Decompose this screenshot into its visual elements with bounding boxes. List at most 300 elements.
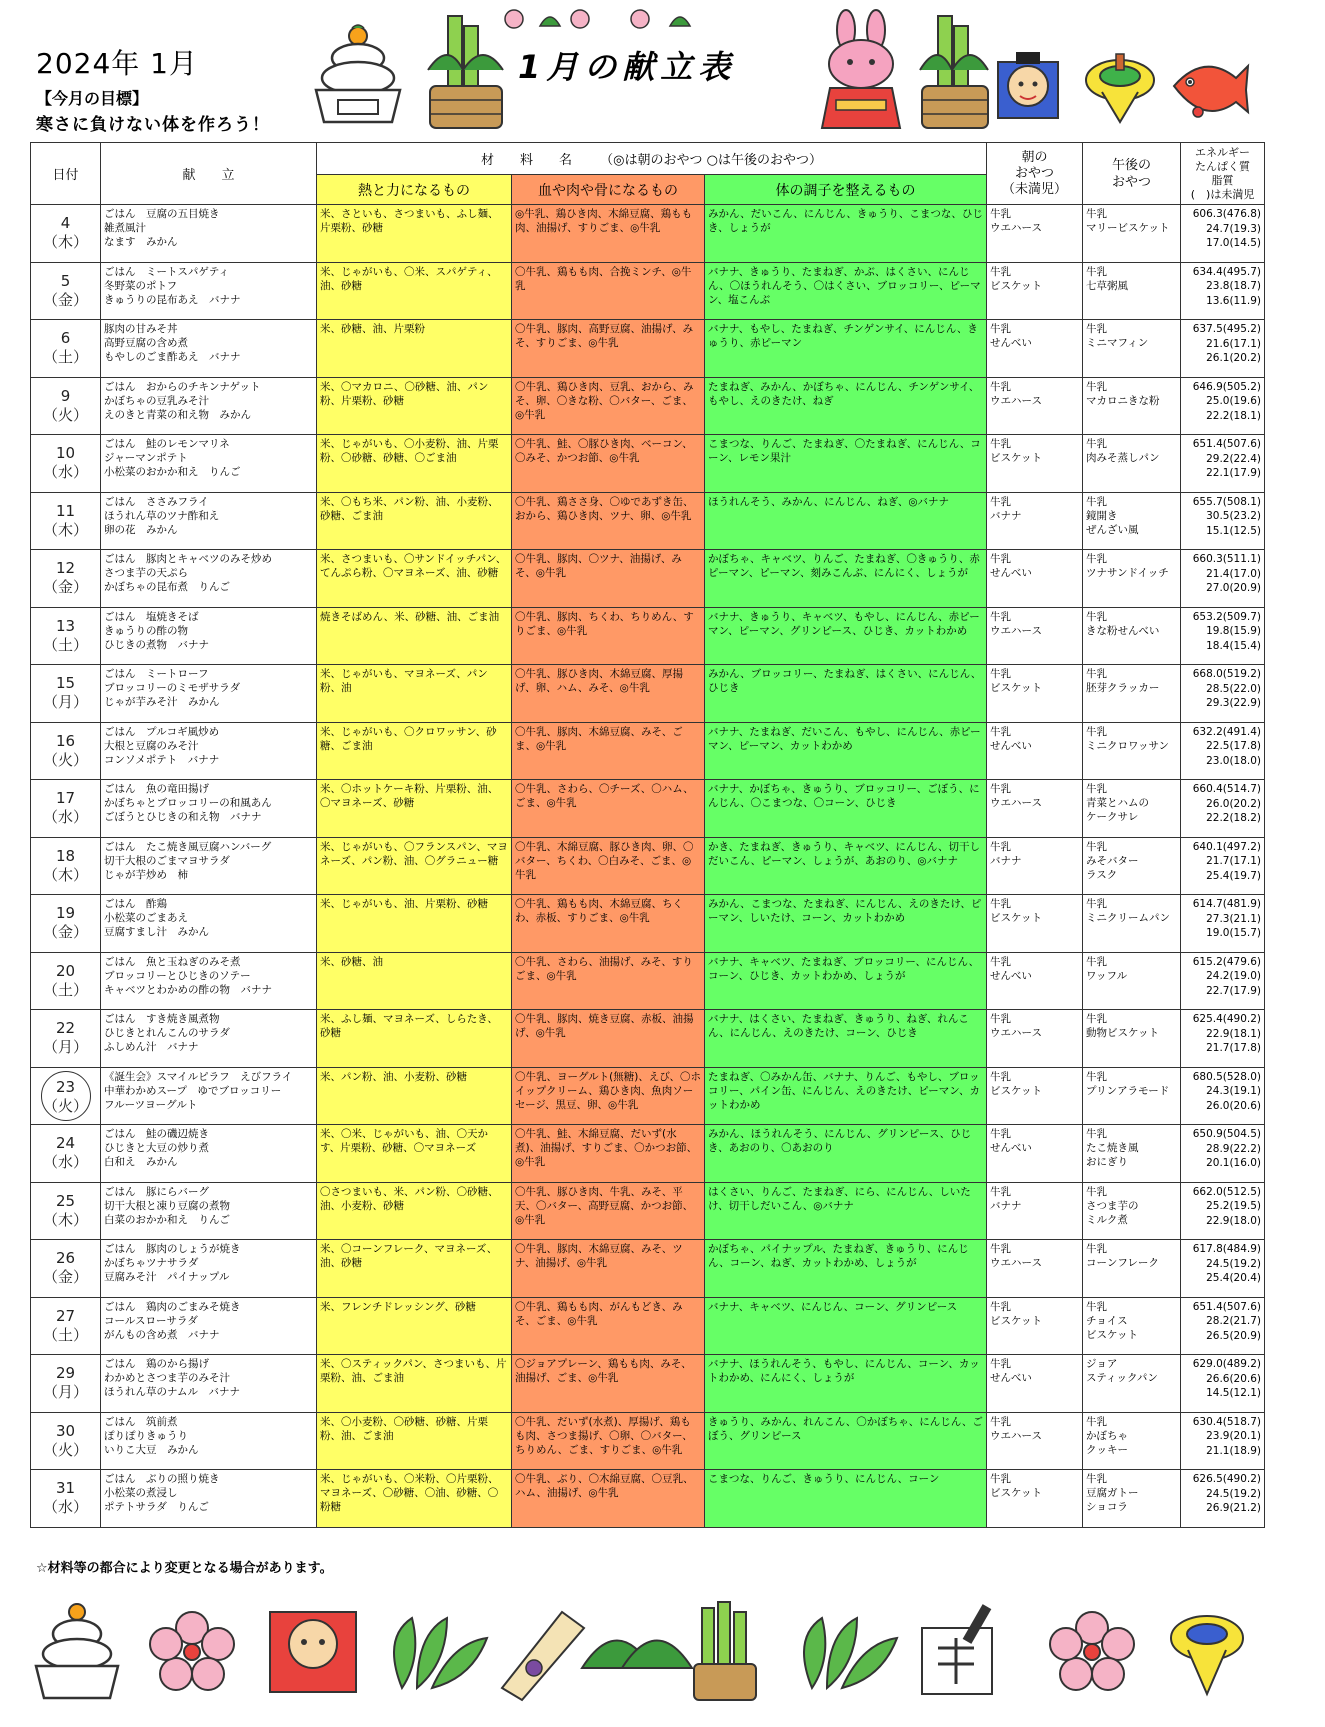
row-am-snack <box>987 1470 1083 1528</box>
row-menu <box>101 205 317 263</box>
day-of-week: （土） <box>42 1325 88 1344</box>
snack-item: 牛乳 <box>990 1300 1012 1313</box>
menu-row <box>31 377 1265 435</box>
row-am-snack <box>987 665 1083 723</box>
ingredients-note: （◎は朝のおやつ ○は午後のおやつ） <box>600 153 822 168</box>
row-date <box>31 837 101 895</box>
day-of-week: （水） <box>42 808 88 827</box>
day-number: 22 <box>55 1019 76 1038</box>
menu-row <box>31 665 1265 723</box>
row-pm-snack <box>1083 262 1181 320</box>
row-body-building-foods: 〇牛乳、ぶり、〇木綿豆腐、〇豆乳、ハム、油揚げ、◎牛乳 <box>512 1470 705 1528</box>
day-number: 24 <box>55 1134 76 1153</box>
snack-item: 牛乳 <box>1086 725 1108 738</box>
snack-item: せんべい <box>990 739 1032 752</box>
day-number: 19 <box>55 904 76 923</box>
row-nutrition <box>1181 1240 1265 1298</box>
row-regulating-foods: バナナ、きゅうり、キャベツ、もやし、にんじん、赤ピーマン、ピーマン、グリンピース、ひじき、カットわかめ <box>705 607 987 665</box>
protein-value: 21.7(17.1) <box>1206 855 1262 867</box>
footer-kakizome-icon <box>922 1604 992 1694</box>
snack-item: ビスケット <box>990 1314 1043 1327</box>
day-number: 5 <box>60 271 71 290</box>
protein-value: 23.9(20.1) <box>1206 1430 1262 1442</box>
menu-row <box>31 837 1265 895</box>
snack-item: 牛乳 <box>1086 553 1108 565</box>
row-am-snack <box>987 550 1083 608</box>
energy-value: 680.5(528.0) <box>1192 1070 1262 1083</box>
date-text <box>43 1422 88 1459</box>
row-pm-snack <box>1083 1010 1181 1068</box>
snack-item: 牛乳 <box>990 553 1012 565</box>
menu-dish: ごはん 魚の竜田揚げ <box>104 783 209 795</box>
day-of-week: （水） <box>42 1153 88 1172</box>
menu-dish: ごはん 酢鶏 <box>104 898 167 910</box>
snack-item: 牛乳 <box>990 840 1012 853</box>
protein-value: 21.4(17.0) <box>1206 567 1262 580</box>
row-body-building-foods: 〇牛乳、鮭、〇豚ひき肉、ベーコン、〇みそ、かつお節、◎牛乳 <box>512 435 705 493</box>
row-energy-foods: 米、〇ホットケーキ粉、片栗粉、油、〇マヨネーズ、砂糖 <box>317 780 512 838</box>
date-text <box>43 444 88 481</box>
footer-spinning-top-icon <box>1171 1616 1243 1694</box>
row-nutrition <box>1181 320 1265 378</box>
menu-dish: 小松菜のおかか和え りんご <box>104 466 241 478</box>
snack-item: 七草粥風 <box>1086 279 1129 292</box>
protein-value: 28.2(21.7) <box>1206 1315 1262 1327</box>
header-energy: エネルギー たんぱく質 脂質 ( )は未満児 <box>1181 143 1265 205</box>
snack-item: 牛乳 <box>1086 265 1108 278</box>
menu-dish: 中華わかめスープ ゆでブロッコリー <box>104 1084 282 1097</box>
row-body-building-foods: 〇牛乳、豚肉、木綿豆腐、みそ、ごま、◎牛乳 <box>512 722 705 780</box>
row-am-snack <box>987 607 1083 665</box>
row-date <box>31 262 101 320</box>
row-regulating-foods: みかん、ほうれんそう、にんじん、グリンピース、ひじき、あおのり、〇あおのり <box>705 1125 987 1183</box>
snack-item: 鏡開き <box>1086 509 1118 522</box>
menu-dish: きゅうりの酢の物 <box>104 624 188 637</box>
row-nutrition <box>1181 607 1265 665</box>
row-body-building-foods: 〇牛乳、豚肉、ちくわ、ちりめん、すりごま、◎牛乳 <box>512 607 705 665</box>
date-text <box>43 789 88 826</box>
menu-row <box>31 952 1265 1010</box>
day-of-week: （金） <box>42 923 88 942</box>
day-of-week: （水） <box>42 1498 88 1517</box>
day-of-week: （金） <box>42 1268 88 1287</box>
row-energy-foods: 米、じゃがいも、〇クロワッサン、砂糖、ごま油 <box>317 722 512 780</box>
row-energy-foods: 米、ふし麺、マヨネーズ、しらたき、砂糖 <box>317 1010 512 1068</box>
fat-value: 13.6(11.9) <box>1206 294 1262 307</box>
row-am-snack <box>987 895 1083 953</box>
bunny-kimono-icon <box>808 8 918 134</box>
menu-dish: 卵の花 みかん <box>104 523 178 536</box>
fat-value: 21.1(18.9) <box>1206 1444 1262 1457</box>
row-pm-snack <box>1083 1297 1181 1355</box>
header-menu: 献 立 <box>101 143 317 205</box>
energy-value: 615.2(479.6) <box>1192 955 1262 968</box>
row-date <box>31 550 101 608</box>
day-number: 12 <box>55 559 76 578</box>
protein-value: 19.8(15.9) <box>1206 625 1262 637</box>
snack-item: せんべい <box>990 337 1032 349</box>
day-of-week: （火） <box>42 1440 88 1459</box>
row-energy-foods: 米、じゃがいも、〇米粉、〇片栗粉、マヨネーズ、〇砂糖、〇油、砂糖、〇粉糖 <box>317 1470 512 1528</box>
snack-item: 牛乳 <box>990 1415 1012 1428</box>
date-text <box>43 1134 88 1171</box>
fat-value: 22.9(18.0) <box>1206 1214 1262 1227</box>
snack-item: 牛乳 <box>1086 1300 1108 1313</box>
row-regulating-foods: バナナ、たまねぎ、だいこん、もやし、にんじん、赤ピーマン、ピーマン、カットわかめ <box>705 722 987 780</box>
menu-row <box>31 607 1265 665</box>
footer-bamboo-leaf-icon <box>394 1618 487 1688</box>
plum-blossom-row-icon <box>500 6 810 32</box>
row-menu <box>101 780 317 838</box>
snack-item: ケークサレ <box>1086 811 1139 823</box>
snack-item: ビスケット <box>1086 1328 1139 1341</box>
menu-dish: 小松菜の煮浸し <box>104 1487 178 1499</box>
menu-row <box>31 1067 1265 1125</box>
header-yellow: 熱と力になるもの <box>317 175 512 205</box>
menu-dish: ごはん 鮭の磯辺焼き <box>104 1128 209 1140</box>
row-energy-foods: 米、じゃがいも、〇米、スパゲティ、油、砂糖 <box>317 262 512 320</box>
menu-dish: ごはん 豚肉のしょうが焼き <box>104 1243 241 1255</box>
menu-dish: わかめとさつま芋のみそ汁 <box>104 1372 230 1384</box>
energy-value: 651.4(507.6) <box>1192 438 1262 450</box>
date-text <box>43 617 88 654</box>
row-menu <box>101 895 317 953</box>
row-body-building-foods: 〇牛乳、さわら、油揚げ、みそ、すりごま、◎牛乳 <box>512 952 705 1010</box>
row-energy-foods: 米、じゃがいも、〇フランスパン、マヨネーズ、パン粉、油、〇グラニュー糖 <box>317 837 512 895</box>
row-date <box>31 1297 101 1355</box>
menu-row <box>31 1470 1265 1528</box>
fat-value: 23.0(18.0) <box>1206 754 1262 767</box>
snack-item: 牛乳 <box>1086 1415 1108 1428</box>
energy-value: 650.9(504.5) <box>1192 1128 1262 1140</box>
energy-value: 626.5(490.2) <box>1192 1473 1262 1485</box>
fat-value: 21.7(17.8) <box>1206 1042 1262 1054</box>
fat-value: 15.1(12.5) <box>1206 524 1262 537</box>
day-number: 26 <box>55 1249 76 1268</box>
snack-item: ウエハース <box>990 797 1043 809</box>
menu-dish: もやしのごま酢あえ バナナ <box>104 351 241 363</box>
snack-item: せんべい <box>990 567 1032 579</box>
row-energy-foods: 米、パン粉、油、小麦粉、砂糖 <box>317 1067 512 1125</box>
footer-hagoita-icon <box>502 1612 584 1700</box>
row-menu <box>101 1297 317 1355</box>
menu-dish: ごはん 塩焼きそば <box>104 610 199 623</box>
menu-dish: ごはん 鶏肉のごまみそ焼き <box>104 1300 241 1313</box>
protein-value: 28.5(22.0) <box>1206 682 1262 695</box>
footer-plum-blossom-icon <box>150 1612 234 1690</box>
row-pm-snack <box>1083 435 1181 493</box>
header-ingredients <box>317 143 987 175</box>
kite-face-icon <box>992 48 1064 130</box>
menu-dish: がんもの含め煮 バナナ <box>104 1328 220 1341</box>
day-of-week: （火） <box>42 405 88 424</box>
row-am-snack <box>987 205 1083 263</box>
snack-item: ビスケット <box>990 912 1043 924</box>
row-date <box>31 1412 101 1470</box>
row-am-snack <box>987 1355 1083 1413</box>
energy-value: 668.0(519.2) <box>1192 668 1262 680</box>
row-pm-snack <box>1083 952 1181 1010</box>
snack-item: みそバター <box>1086 854 1139 867</box>
row-body-building-foods: 〇牛乳、豚肉、高野豆腐、油揚げ、みそ、すりごま、◎牛乳 <box>512 320 705 378</box>
date-text <box>43 962 88 999</box>
row-regulating-foods: かぼちゃ、キャベツ、りんご、たまねぎ、〇きゅうり、赤ピーマン、ピーマン、刻みこんぶ、にんにく、しょうが <box>705 550 987 608</box>
row-nutrition <box>1181 550 1265 608</box>
day-number: 11 <box>55 501 76 520</box>
row-nutrition <box>1181 377 1265 435</box>
row-pm-snack <box>1083 607 1181 665</box>
fat-value: 26.0(20.6) <box>1206 1099 1262 1112</box>
fat-value: 17.0(14.5) <box>1206 237 1262 249</box>
row-am-snack <box>987 1010 1083 1068</box>
fat-value: 22.2(18.1) <box>1206 409 1262 422</box>
row-menu <box>101 1182 317 1240</box>
fat-value: 25.4(19.7) <box>1206 869 1262 882</box>
menu-dish: 白和え みかん <box>104 1156 178 1168</box>
row-date <box>31 1470 101 1528</box>
menu-row <box>31 492 1265 550</box>
menu-dish: 高野豆腐の含め煮 <box>104 337 188 349</box>
snack-item: 肉みそ蒸しパン <box>1086 452 1160 464</box>
row-date <box>31 1182 101 1240</box>
snack-item: ミニマフィン <box>1086 337 1149 349</box>
date-text <box>43 1192 88 1229</box>
snack-item: マリービスケット <box>1086 222 1170 234</box>
row-nutrition <box>1181 895 1265 953</box>
row-energy-foods: 米、〇米、じゃがいも、油、〇天かす、片栗粉、砂糖、〇マヨネーズ <box>317 1125 512 1183</box>
row-am-snack <box>987 1125 1083 1183</box>
row-energy-foods: 米、じゃがいも、〇小麦粉、油、片栗粉、〇砂糖、砂糖、〇ごま油 <box>317 435 512 493</box>
snack-item: 牛乳 <box>990 265 1012 278</box>
day-of-week: （土） <box>42 635 88 654</box>
date-text <box>43 1479 88 1516</box>
protein-value: 24.2(19.0) <box>1206 970 1262 982</box>
footer-decoration-row <box>22 1598 1292 1708</box>
date-text <box>43 904 88 941</box>
menu-dish: ごはん 鮭のレモンマリネ <box>104 438 230 450</box>
snack-item: クッキー <box>1086 1443 1129 1456</box>
snack-item: 牛乳 <box>990 783 1012 795</box>
snack-item: 牛乳 <box>1086 1013 1108 1025</box>
menu-row <box>31 780 1265 838</box>
energy-value: 653.2(509.7) <box>1192 610 1262 623</box>
row-date <box>31 1010 101 1068</box>
menu-dish: かぼちゃの豆乳みそ汁 <box>104 394 209 407</box>
date-text <box>43 732 88 769</box>
row-energy-foods: 米、〇スティックパン、さつまいも、片栗粉、油、ごま油 <box>317 1355 512 1413</box>
row-menu <box>101 1412 317 1470</box>
day-of-week: （月） <box>42 1038 88 1057</box>
snack-item: 牛乳 <box>1086 1128 1108 1140</box>
row-energy-foods: 米、〇小麦粉、〇砂糖、砂糖、片栗粉、油、ごま油 <box>317 1412 512 1470</box>
row-body-building-foods: 〇牛乳、ヨーグルト(無糖)、えび、〇ホイップクリーム、鶏ひき肉、魚肉ソーセージ、黒豆、卵、◎牛乳 <box>512 1067 705 1125</box>
protein-value: 29.2(22.4) <box>1206 452 1262 465</box>
menu-dish: 豚肉の甘みそ丼 <box>104 323 178 335</box>
menu-dish: ごはん プルコギ風炒め <box>104 725 220 738</box>
footer-kagami-mochi-icon <box>36 1604 118 1698</box>
row-am-snack <box>987 377 1083 435</box>
energy-value: 614.7(481.9) <box>1192 898 1262 910</box>
row-pm-snack <box>1083 1470 1181 1528</box>
energy-value: 634.4(495.7) <box>1192 265 1262 278</box>
row-menu <box>101 722 317 780</box>
snack-item: 牛乳 <box>1086 495 1108 508</box>
date-text <box>43 847 88 884</box>
row-menu <box>101 1355 317 1413</box>
footer-kite-face-icon <box>270 1612 356 1692</box>
row-regulating-foods: みかん、だいこん、にんじん、きゅうり、こまつな、ひじき、しょうが <box>705 205 987 263</box>
snack-item: おにぎり <box>1086 1156 1129 1168</box>
fat-value: 26.1(20.2) <box>1206 352 1262 364</box>
row-pm-snack <box>1083 1182 1181 1240</box>
day-number: 29 <box>55 1364 76 1383</box>
footer-pine-icon <box>582 1641 692 1669</box>
protein-value: 25.0(19.6) <box>1206 395 1262 407</box>
row-date <box>31 665 101 723</box>
day-of-week: （土） <box>42 980 88 999</box>
row-body-building-foods: 〇牛乳、豚肉、木綿豆腐、みそ、ツナ、油揚げ、◎牛乳 <box>512 1240 705 1298</box>
day-number: 4 <box>60 214 71 233</box>
protein-value: 21.6(17.1) <box>1206 337 1262 350</box>
snack-item: 牛乳 <box>1086 380 1108 393</box>
row-body-building-foods: 〇牛乳、鶏ひき肉、豆乳、おから、みそ、卵、〇きな粉、〇バター、ごま、◎牛乳 <box>512 377 705 435</box>
fat-value: 29.3(22.9) <box>1206 697 1262 709</box>
snack-item: ビスケット <box>990 1084 1043 1097</box>
row-pm-snack <box>1083 1067 1181 1125</box>
snack-item: ミルク煮 <box>1086 1213 1128 1226</box>
row-pm-snack <box>1083 1412 1181 1470</box>
menu-dish: ひじきと大豆の炒り煮 <box>104 1142 209 1154</box>
energy-value: 646.9(505.2) <box>1192 380 1262 393</box>
row-nutrition <box>1181 1355 1265 1413</box>
row-regulating-foods: かぼちゃ、パイナップル、たまねぎ、きゅうり、にんじん、コーン、ねぎ、カットわかめ、しょうが <box>705 1240 987 1298</box>
row-am-snack <box>987 492 1083 550</box>
snack-item: ミニクリームパン <box>1086 912 1171 924</box>
menu-dish: 小松菜のごまあえ <box>104 912 188 924</box>
snack-item: ウエハース <box>990 1429 1043 1442</box>
menu-dish: ぽりぽりきゅうり <box>104 1429 188 1442</box>
energy-value: 660.3(511.1) <box>1192 553 1262 565</box>
energy-value: 655.7(508.1) <box>1192 495 1262 508</box>
day-number: 10 <box>55 444 76 463</box>
menu-dish: ごはん たこ焼き風豆腐ハンバーグ <box>104 840 272 853</box>
day-of-week: （金） <box>42 578 88 597</box>
row-regulating-foods: かき、たまねぎ、きゅうり、キャベツ、にんじん、切干しだいこん、ピーマン、しょうが、あおのり、◎バナナ <box>705 837 987 895</box>
day-number: 13 <box>55 616 76 635</box>
kadomatsu-left-icon <box>418 10 513 135</box>
menu-dish: いりこ大豆 みかん <box>104 1443 199 1456</box>
snack-item: バナナ <box>990 1199 1022 1212</box>
row-date <box>31 205 101 263</box>
snack-item: さつま芋の <box>1086 1199 1139 1212</box>
menu-dish: 雑煮風汁 <box>104 222 146 234</box>
fat-value: 26.9(21.2) <box>1206 1502 1262 1514</box>
menu-row <box>31 1125 1265 1183</box>
row-nutrition <box>1181 1412 1265 1470</box>
menu-dish: コールスローサラダ <box>104 1314 198 1327</box>
menu-table <box>30 142 1265 1528</box>
header-am-snack: 朝の おやつ （未満児） <box>987 143 1083 205</box>
row-pm-snack <box>1083 1125 1181 1183</box>
date-text <box>43 1364 88 1401</box>
fat-value: 19.0(15.7) <box>1206 927 1262 939</box>
row-pm-snack <box>1083 837 1181 895</box>
row-body-building-foods: 〇牛乳、豚肉、焼き豆腐、赤板、油揚げ、◎牛乳 <box>512 1010 705 1068</box>
day-number: 23 <box>55 1077 76 1096</box>
row-regulating-foods: バナナ、はくさい、たまねぎ、きゅうり、ねぎ、れんこん、にんじん、えのきたけ、コーン、ひじき <box>705 1010 987 1068</box>
snack-item: 牛乳 <box>1086 438 1108 450</box>
row-am-snack <box>987 1067 1083 1125</box>
row-date <box>31 435 101 493</box>
row-am-snack <box>987 780 1083 838</box>
date-text <box>43 329 88 366</box>
row-energy-foods: 米、砂糖、油 <box>317 952 512 1010</box>
energy-value: 617.8(484.9) <box>1192 1243 1262 1255</box>
row-menu <box>101 952 317 1010</box>
day-of-week: （金） <box>42 290 88 309</box>
row-am-snack <box>987 722 1083 780</box>
row-regulating-foods: たまねぎ、〇みかん缶、バナナ、りんご、もやし、ブロッコリー、パイン缶、にんじん、えのきたけ、ピーマン、カットわかめ <box>705 1067 987 1125</box>
day-of-week: （木） <box>42 233 88 252</box>
row-body-building-foods: ◎牛乳、鶏ひき肉、木綿豆腐、鶏もも肉、油揚げ、すりごま、◎牛乳 <box>512 205 705 263</box>
row-body-building-foods: 〇牛乳、鮭、木綿豆腐、だいず(水煮)、油揚げ、すりごま、〇かつお節、◎牛乳 <box>512 1125 705 1183</box>
menu-dish: ほうれん草のツナ酢和え <box>104 509 220 522</box>
menu-dish: ブロッコリーのミモザサラダ <box>104 682 241 694</box>
row-pm-snack <box>1083 492 1181 550</box>
row-energy-foods: 焼きそばめん、米、砂糖、油、ごま油 <box>317 607 512 665</box>
row-regulating-foods: はくさい、りんご、たまねぎ、にら、にんじん、しいたけ、切干しだいこん、◎バナナ <box>705 1182 987 1240</box>
snack-item: 牛乳 <box>990 1243 1012 1255</box>
row-regulating-foods: バナナ、きゅうり、たまねぎ、かぶ、はくさい、にんじん、〇ほうれんそう、〇はくさい、ブロッコリー、ピーマン、塩こんぶ <box>705 262 987 320</box>
row-energy-foods: 米、〇もち米、パン粉、油、小麦粉、砂糖、ごま油 <box>317 492 512 550</box>
energy-value: 651.4(507.6) <box>1192 1300 1262 1313</box>
day-number: 16 <box>55 731 76 750</box>
snack-item: 牛乳 <box>990 1185 1012 1198</box>
snack-item: 牛乳 <box>990 495 1012 508</box>
row-menu <box>101 1010 317 1068</box>
energy-value: 630.4(518.7) <box>1192 1415 1262 1428</box>
fat-value: 14.5(12.1) <box>1206 1387 1262 1399</box>
row-am-snack <box>987 320 1083 378</box>
protein-value: 25.2(19.5) <box>1206 1200 1262 1212</box>
row-nutrition <box>1181 435 1265 493</box>
day-of-week: （月） <box>42 693 88 712</box>
row-nutrition <box>1181 492 1265 550</box>
row-body-building-foods: 〇牛乳、豚ひき肉、牛乳、みそ、平天、〇バター、高野豆腐、かつお節、◎牛乳 <box>512 1182 705 1240</box>
fat-value: 22.7(17.9) <box>1206 984 1262 997</box>
snack-item: ビスケット <box>990 1487 1043 1499</box>
day-number: 15 <box>55 674 76 693</box>
menu-row <box>31 1297 1265 1355</box>
snack-item: 牛乳 <box>990 668 1012 680</box>
row-menu <box>101 320 317 378</box>
snack-item: 牛乳 <box>1086 1473 1108 1485</box>
day-number: 30 <box>55 1421 76 1440</box>
menu-row <box>31 1010 1265 1068</box>
snack-item: 牛乳 <box>1086 208 1108 220</box>
row-body-building-foods: 〇牛乳、豚ひき肉、木綿豆腐、厚揚げ、卵、ハム、みそ、◎牛乳 <box>512 665 705 723</box>
row-body-building-foods: 〇牛乳、だいず(水煮)、厚揚げ、鶏もも肉、さつま揚げ、〇卵、〇バター、ちりめん、ごま、すりごま、◎牛乳 <box>512 1412 705 1470</box>
row-regulating-foods: たまねぎ、みかん、かぼちゃ、にんじん、チンゲンサイ、もやし、えのきたけ、ねぎ <box>705 377 987 435</box>
row-energy-foods: 米、じゃがいも、マヨネーズ、パン粉、油 <box>317 665 512 723</box>
snack-item: ワッフル <box>1086 969 1128 982</box>
snack-item: ラスク <box>1086 868 1118 881</box>
header-pm-snack: 午後の おやつ <box>1083 143 1181 205</box>
menu-dish: ひじきの煮物 バナナ <box>104 638 209 651</box>
menu-dish: じゃが芋炒め 柿 <box>104 868 188 881</box>
date-text <box>43 559 88 596</box>
snack-item: 牛乳 <box>1086 323 1108 335</box>
